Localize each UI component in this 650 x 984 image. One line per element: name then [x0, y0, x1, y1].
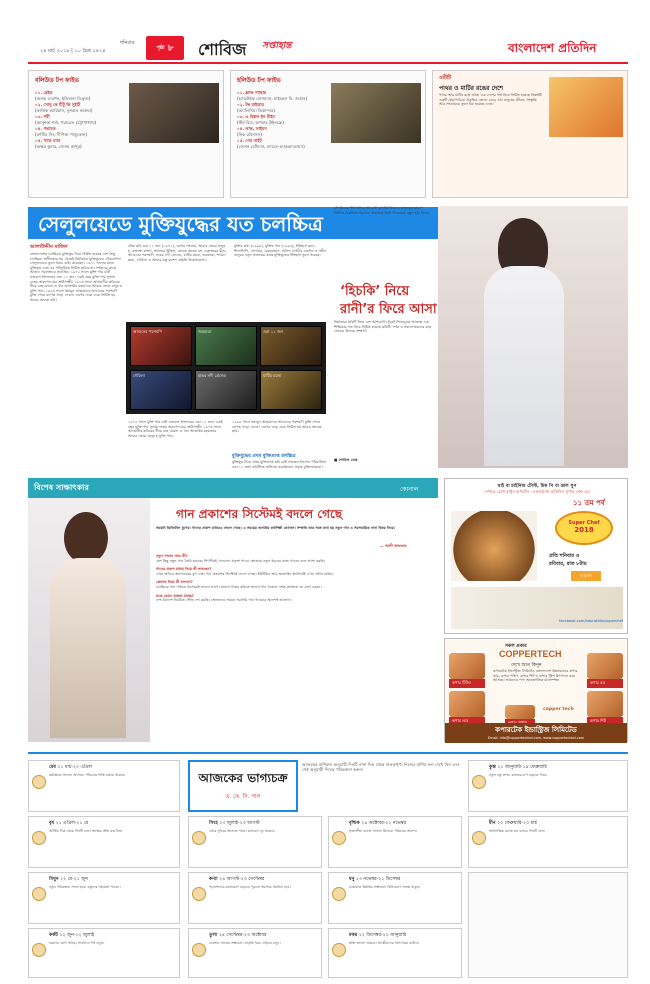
sign-text: ব্যবসায় লাভের সম্ভাবনা। বাড়তি খরচ এড়িয়ে চলুন।: [209, 941, 281, 945]
bollywood-item: ০৪. পদ্মাবত (রণবীর সিং, দীপিকা পাড়ুকোন): [35, 126, 87, 137]
sign-text: নতুন পরিকল্পনা সফল হবে। বন্ধুদের সহায়তা পাবেন।: [49, 885, 121, 889]
interview-title: গান প্রকাশের সিস্টেমই বদলে গেছে: [176, 507, 343, 521]
coppertech-ad: [444, 638, 628, 742]
copper-logo: copper tech: [543, 707, 574, 712]
horoscope-spare-panel: [468, 872, 628, 978]
zodiac-icon: [332, 831, 346, 845]
rani-body: নির্মাতারা ছবিটি নিয়ে বেশ আশাবাদী। টুরেট সিনড্রোমে আক্রান্ত এক শিক্ষিকার গল্প নিয়ে নির্মিত হয়েছে ছবিটি। দর্শক ও সমালোচকদের কাছ থেকেও মিলছে প্রশংসা।: [334, 320, 432, 334]
interview-qa: [156, 552, 432, 742]
page-word: পৃষ্ঠা: [156, 45, 165, 51]
copper-product-label: কপার শিট: [587, 717, 623, 726]
sign-text: চাকরিতে উন্নতির সম্ভাবনা। বিনিয়োগে সতর্ক থাকুন।: [349, 885, 421, 889]
copper-product: [449, 691, 485, 726]
zodiac-icon: [32, 943, 46, 957]
chef-schedule-b: রবিবার, রাত ৮টায়: [549, 561, 587, 567]
horoscope-title: আজকের ভাগ্যচক্র: [198, 771, 288, 785]
feature-column-2-lower: ১৯৭২ সালে মুক্তি পায় চাষী নজরুল ইসলামের ওরা ১১ জন। একই বছর মুক্তি পায় সুভাষ দত্তের অরুণোদয়ের অগ্নিসাক্ষী। ১৯৭৩ সালে আলমগীর কবিরের ধীরে বহে মেঘনা ও খান আতাউর রহমানের আবার তোরা মানুষ হ মুক্তি পায়।: [128, 420, 223, 438]
zodiac-icon: [192, 887, 206, 901]
rani-intro: বলিউডের শীর্ষ অভিনেত্রী রানী মুখার্জি বিয়ে ও মাতৃত্বের কারণে দীর্ঘদিন বিরতিতে ছিলেন। অবশেষে তিনি ফিরেছেন নতুন ছবি নিয়ে।: [334, 206, 430, 215]
hollywood-item: ০৪. লাভ, সাইমন (নিক রবিনসন): [237, 126, 267, 137]
masthead-rule: [28, 62, 628, 64]
horoscope-sign: [328, 928, 462, 978]
zodiac-icon: [472, 831, 486, 845]
box-body: পাথর আর মাটির রঙে আঁকা এক দেশের গল্প নিয়ে নির্মিত হয়েছে ভিন্নধর্মী একটি প্রামাণ্যচিত্র। প্রকৃতির কোলে বেড়ে ওঠা মানুষের জীবন, সংস্কৃতি আর সংগ্রামকে তুলে ধরা হয়েছে এতে।: [439, 93, 542, 107]
book-cover-image: [549, 77, 623, 137]
sign-name: সিংহ ২৩ জুলাই-২৩ আগস্ট: [209, 821, 260, 826]
interview-photo: [28, 498, 150, 742]
horoscope-sign: [28, 816, 180, 868]
page-number-badge: [146, 36, 184, 60]
hollywood-photo: [331, 83, 421, 143]
chef-schedule-a: প্রতি শনিবার ও: [549, 553, 580, 559]
horoscope-sign: [28, 928, 180, 978]
rani-photo: [438, 206, 628, 468]
photo-figure-body: [50, 558, 126, 738]
zodiac-icon: [332, 943, 346, 957]
sign-text: আর্থিক দিক থেকে দিনটি শুভ। স্বাস্থ্যের প্রতি যত্ন নিন।: [49, 829, 123, 833]
super-chef-ad: [444, 478, 628, 634]
copper-ad-footer-bar: [445, 723, 627, 743]
sign-text: কর্মক্ষেত্রে সাফল্য আসবে। পরিবারে শান্তি বজায় থাকবে।: [49, 773, 126, 777]
channel-logo: চ্যানেল: [571, 571, 601, 581]
sign-name: কন্যা ২৪ আগস্ট-২৩ সেপ্টেম্বর: [209, 877, 265, 882]
super-chef-badge: [555, 511, 613, 545]
interview-tag: বিশেষ সাক্ষাৎকার: [34, 483, 89, 492]
rani-headline-b: রানী’র ফিরে আসা: [340, 302, 437, 317]
horoscope-sign: [28, 760, 180, 812]
sign-name: ধনু ২৩ নভেম্বর-২১ ডিসেম্বর: [349, 877, 401, 882]
feature-subhead: মুক্তিযুদ্ধের প্রথম মুক্তিপ্রাপ্ত চলচ্চিত্র: [232, 454, 296, 459]
sub-brand: সপ্তাহান্ত: [262, 41, 292, 51]
interview-lead: সময়টা ডিজিটাল যুগের। গানের প্রকাশ মাধ্যমও বদলে গেছে। এ সময়ের জনপ্রিয় কণ্ঠশিল্পী কোনাল। সম্প্রতি তার সঙ্গে কথা হয় নতুন গান ও সমসাময়িক নানা বিষয় নিয়ে।: [156, 526, 395, 530]
day-label: শনিবার: [120, 40, 135, 46]
qa-answer: বেশ কিছু নতুন গান তৈরি হয়েছে। শিগগিরই সেগুলো প্রকাশ পাবে। শ্রোতারা নতুন ধরনের কাজ পাবেন বলে আশা করছি।: [156, 558, 325, 563]
hollywood-title: হলিউড টপ ফাইভ: [237, 77, 281, 84]
film-poster: হাঙর নদী গ্রেনেড: [195, 370, 257, 410]
film-poster: জয়যাত্রা: [195, 326, 257, 366]
copper-product: [449, 653, 485, 688]
film-poster: মাটির ময়না: [260, 370, 322, 410]
feature-sub-body: মুক্তিযুদ্ধ নিয়ে প্রথম মুক্তিপ্রাপ্ত ছবি চাষী নজরুল ইসলাম পরিচালিত ওরা ১১ জন। ছবিটিতে অভিনয় করেছিলেন প্রকৃত মুক্তিযোদ্ধারা।: [232, 460, 327, 469]
sign-name: কুম্ভ ২১ জানুয়ারি-১৯ ফেব্রুয়ারি: [489, 765, 547, 770]
hollywood-top-five-box: [230, 70, 426, 198]
qa-question: নতুন গানের খবর কী?: [156, 554, 188, 558]
copper-product-label: কপার তার: [449, 717, 485, 726]
sign-name: মেষ ২১ মার্চ-২০ এপ্রিল: [49, 765, 93, 770]
sign-text: সৃজনশীল কাজে সাফল্য মিলবে। পরিবারে আনন্দ।: [349, 829, 418, 833]
horoscope-sign: [188, 872, 322, 924]
zodiac-icon: [32, 831, 46, 845]
qa-question: গানের প্রকাশ মাধ্যম নিয়ে কী ভাবছেন?: [156, 567, 212, 572]
film-poster: আগুনের পরশমণি: [130, 326, 192, 366]
chef-ad-episode: ১১ তম পর্ব: [573, 499, 605, 507]
zodiac-icon: [332, 887, 346, 901]
feature-box-right: [432, 70, 628, 198]
feature-column-1: বাংলাদেশের চলচ্চিত্রে মুক্তিযুদ্ধ নিয়ে নির্মিত হয়েছে বেশ কিছু চলচ্চিত্র। স্বাধীনতার পর থেকেই নির্মাতারা মুক্তিযুদ্ধের গৌরবগাথা সেলুলয়েডে তুলে ধরার চেষ্টা করেছেন। ১৯৭১ সালের মহান মুক্তিযুদ্ধ এবং এর পটভূমিতে নির্মিত ছবিগুলো দর্শকদের কাছে আজও সমানভাবে জনপ্রিয়। ১৯৭২ সালে মুক্তি পায় চাষী নজরুল ইসলামের ওরা ১১ জন। একই বছর মুক্তি পায় সুভাষ দত্তের অরুণোদয়ের অগ্নিসাক্ষী। ১৯৭৩ সালে আলমগীর কবিরের ধীরে বহে মেঘনা ও খান আতাউর রহমানের আবার তোরা মানুষ হ মুক্তি পায়। ১৯৯৪ সালে হুমায়ূন আহমেদের আগুনের পরশমণি মুক্তি পেয়ে ব্যাপক সাড়া ফেলে। এরপর একে একে নির্মিত হয় আরও অনেক ছবি।: [30, 252, 122, 302]
copper-product: [587, 691, 623, 726]
sign-name: মিথুন ২২ মে-২১ জুন: [49, 877, 88, 882]
sign-name: কর্কট ২২ জুন-২২ জুলাই: [49, 933, 95, 938]
bollywood-photo: [129, 83, 219, 143]
chef-ad-footer: facebook.com/bdpratidin/superchef: [559, 619, 623, 623]
horoscope-sign: [328, 872, 462, 924]
sign-text: প্রেমে সুখবর আসতে পারে। মনোবল দৃঢ় থাকবে।: [209, 829, 276, 833]
horoscope-rule: [28, 752, 628, 754]
qa-question: প্লেব্যাক নিয়ে কী বলবেন?: [156, 580, 193, 585]
horoscope-sign: [28, 872, 180, 924]
copper-product: [587, 653, 623, 688]
sign-name: বৃষ ২১ এপ্রিল-২১ মে: [49, 821, 89, 826]
bollywood-item: ০৩. পরী (আনুশকা শর্মা, পরমব্রত চট্টোপাধ্যায়): [35, 114, 97, 125]
qa-answer: এখন অডিও অ্যালবামের যুগ নেই। গান প্রকাশের সিস্টেমই বদলে গেছে। ইউটিউব আর অনলাইন প্ল্যাটফর্মই এখন প্রধান মাধ্যম।: [156, 571, 334, 576]
horoscope-title-box: [188, 760, 298, 812]
rani-headline-a: ‘হিচকি’ নিয়ে: [340, 284, 410, 299]
bollywood-item: ০১. রেইড (অজয় দেবগন, ইলিয়ানা ডিক্রুজ): [35, 90, 91, 101]
copper-ad-body: কপারটেক ইন্ডাস্ট্রিজ লিমিটেড বাংলাদেশে উন্নতমানের কপার তার, কপার পাইপ, কপার শিট ও কপার স্ট্রিপ উৎপাদন করে আসছে। আমাদের পণ্য আন্তর্জাতিক মানসম্পন্ন।: [493, 669, 578, 683]
horoscope-sign: [468, 760, 628, 812]
bollywood-item: ০২. সোনু কে টিটু কি সুইটি (কার্তিক আরিয়ান, নুসরাত ভারুচা): [35, 102, 93, 113]
sign-text: পড়াশোনায় মনোযোগ বাড়বে। পুরনো সমস্যার সমাধান হবে।: [209, 885, 291, 889]
sign-name: মকর ২২ ডিসেম্বর-২০ জানুয়ারি: [349, 933, 407, 938]
hollywood-item: ০১. ব্ল্যাক প্যান্থার (চ্যাডউইক বোসম্যান, মাইকেল বি. জর্ডান): [237, 90, 308, 101]
horoscope-sign: [188, 816, 322, 868]
interview-byline: — আলী আফতাব: [380, 544, 407, 548]
horoscope-intro: আজকের রাশিফল অনুযায়ী দিনটি নানা দিক থেকে গুরুত্বপূর্ণ। নিজের রাশির ফল দেখে নিন এবং সেই অনুযায়ী দিনের পরিকল্পনা করুন।: [302, 762, 460, 773]
chef-ad-line2: দেখতে চোখ রাখুন রূপচাঁদা - বাংলাদেশ প্রতিদিন সুপার শেফ এর: [484, 489, 590, 494]
copper-contact: Email: info@copperteckbd.com, www.coppertechbd.com: [488, 736, 584, 740]
photo-figure-head: [64, 512, 108, 564]
film-poster: গেরিলা: [130, 370, 192, 410]
hollywood-item: ০৩. এ রিঙ্কল ইন টাইম (স্টর্ম রিড, অপরাহ উইনফ্রে): [237, 114, 284, 125]
sign-name: মীন ২০ ফেব্রুয়ারি-২০ মার্চ: [489, 821, 538, 826]
sign-name: বৃশ্চিক ২৪ অক্টোবর-২২ নভেম্বর: [349, 821, 407, 826]
feature-column-2: প্রথম ছবি ওরা ১১ জন (১৯৭২), এরপর সংগ্রাম, আবার তোরা মানুষ হ, রক্তাক্ত বাংলা, আলোর মিছিল, মেঘের অনেক রং, একাত্তরের যীশু, আগুনের পরশমণি, হাঙর নদী গ্রেনেড, মাটির ময়না, জয়যাত্রা, শ্যামল ছায়া, গেরিলা ও আমার বন্ধু রাশেদ প্রভৃতি উল্লেখযোগ্য।: [128, 244, 227, 262]
box-label: ওটিটি: [439, 75, 451, 81]
super-chef-badge-year: 2018: [574, 526, 594, 534]
zodiac-icon: [192, 943, 206, 957]
zodiac-icon: [472, 775, 486, 789]
feature-column-3-lower: ১৯৯৪ সালে হুমায়ূন আহমেদের আগুনের পরশমণি মুক্তি পেয়ে ব্যাপক সাড়া ফেলে। এরপর একে একে নির্মিত হয় আরও অনেক ছবি।: [232, 420, 322, 434]
copper-product-label: কপার টিউব: [449, 679, 485, 688]
bollywood-title: বলিউড টপ ফাইভ: [35, 77, 79, 84]
super-chef-badge-label: Super Chef: [568, 520, 600, 526]
sign-text: স্বাস্থ্য ভালো থাকবে। আত্মীয়দের সঙ্গে সময় কাটবে।: [349, 941, 420, 945]
section-title: শোবিজ: [198, 40, 247, 59]
sign-text: ভ্রমণের যোগ আছে। সাবধানে পথ চলুন।: [49, 941, 105, 945]
feature-title: সেলুলয়েডে মুক্তিযুদ্ধের যত চলচ্চিত্র: [38, 212, 323, 236]
bollywood-top-five-box: [28, 70, 224, 198]
interview-header-bar: [28, 478, 438, 498]
photo-figure-body: [484, 266, 564, 466]
rani-credit: ■ শোবিজ ডেস্ক: [334, 458, 358, 462]
horoscope-sign: [328, 816, 462, 868]
sign-text: নতুন বন্ধু লাভ। কাজের চাপ বাড়তে পারে।: [489, 773, 548, 777]
qa-answer: চলচ্চিত্রে গান গাইতে সবসময়ই ভালো লাগে। ভালো গল্পের ছবিতে ভালো গান থাকলে দর্শক-শ্রোতারা তা গ্রহণ করেন।: [156, 584, 322, 589]
feature-byline: আলাউদ্দীন মাজিদ: [30, 244, 68, 250]
page-number: ৮: [167, 43, 174, 54]
copper-ad-brand: COPPERTECH: [499, 649, 562, 659]
zodiac-icon: [32, 887, 46, 901]
zodiac-icon: [32, 775, 46, 789]
horoscope-sign: [188, 928, 322, 978]
horoscope-author: ড. কে. সি. পাল: [225, 794, 261, 800]
date-line: ২৪ মার্চ ২০১৮ | ১০ চৈত্র ১৪২৪: [40, 48, 106, 54]
interview-tag-right: কোনাল: [400, 486, 419, 493]
hollywood-item: ০৫. গেম নাইট (জেসন বেটম্যান, র‍্যাচেল ম্যাকঅ্যাডামস): [237, 138, 305, 149]
copper-company: কপারটেক ইন্ডাস্ট্রিজ লিমিটেড: [495, 726, 577, 734]
chef-ad-line1: থাই বা চাইনিজ টোস্ট, চিক পি বা ডাল সুপ: [497, 484, 577, 489]
copper-ad-header: সকল প্রকার: [505, 644, 527, 649]
zodiac-icon: [192, 831, 206, 845]
bollywood-item: ০৫. প্যাড ম্যান (অক্ষয় কুমার, সোনম কাপুর): [35, 138, 82, 149]
qa-question: মঞ্চে কেমন ব্যস্ততা যাচ্ছে?: [156, 593, 194, 598]
copper-ad-sub: দেখে শুনে কিনুন: [511, 663, 542, 668]
horoscope-sign: [468, 816, 628, 868]
qa-answer: দেশ-বিদেশে নিয়মিত স্টেজ শো করছি। শ্রোতাদের সামনে সরাসরি গান গাওয়ার আনন্দই আলাদা।: [156, 598, 292, 603]
sign-name: তুলা ২৪ সেপ্টেম্বর-২৩ অক্টোবর: [209, 933, 267, 938]
feature-column-3: মুক্তির কথা (১৯৯৯), মুক্তির গান (১৯৯৫), ইতিহাস কন্যা, শিলালিপি, খেলাঘর, মেহেরজান, অনিল বাগচীর একদিন ও গহীন বালুচর নতুন প্রজন্মের কাছে মুক্তিযুদ্ধের ইতিহাস তুলে ধরেছে।: [234, 244, 327, 258]
film-poster-strip: [126, 322, 326, 414]
dish-photo: [451, 511, 537, 581]
sign-text: আধ্যাত্মিক কাজে মন বসবে। দিনটি শুভ।: [489, 829, 546, 833]
hollywood-item: ০২. টম্ব রাইডার (অ্যালিসিয়া ভিকান্দার): [237, 102, 275, 113]
box-title: পাথর ও মাটির রঙের দেশে: [439, 85, 504, 92]
film-poster: ওরা ১১ জন: [260, 326, 322, 366]
paper-name: বাংলাদেশ প্রতিদিন: [508, 41, 597, 55]
copper-product-label: কপার রড: [587, 679, 623, 688]
